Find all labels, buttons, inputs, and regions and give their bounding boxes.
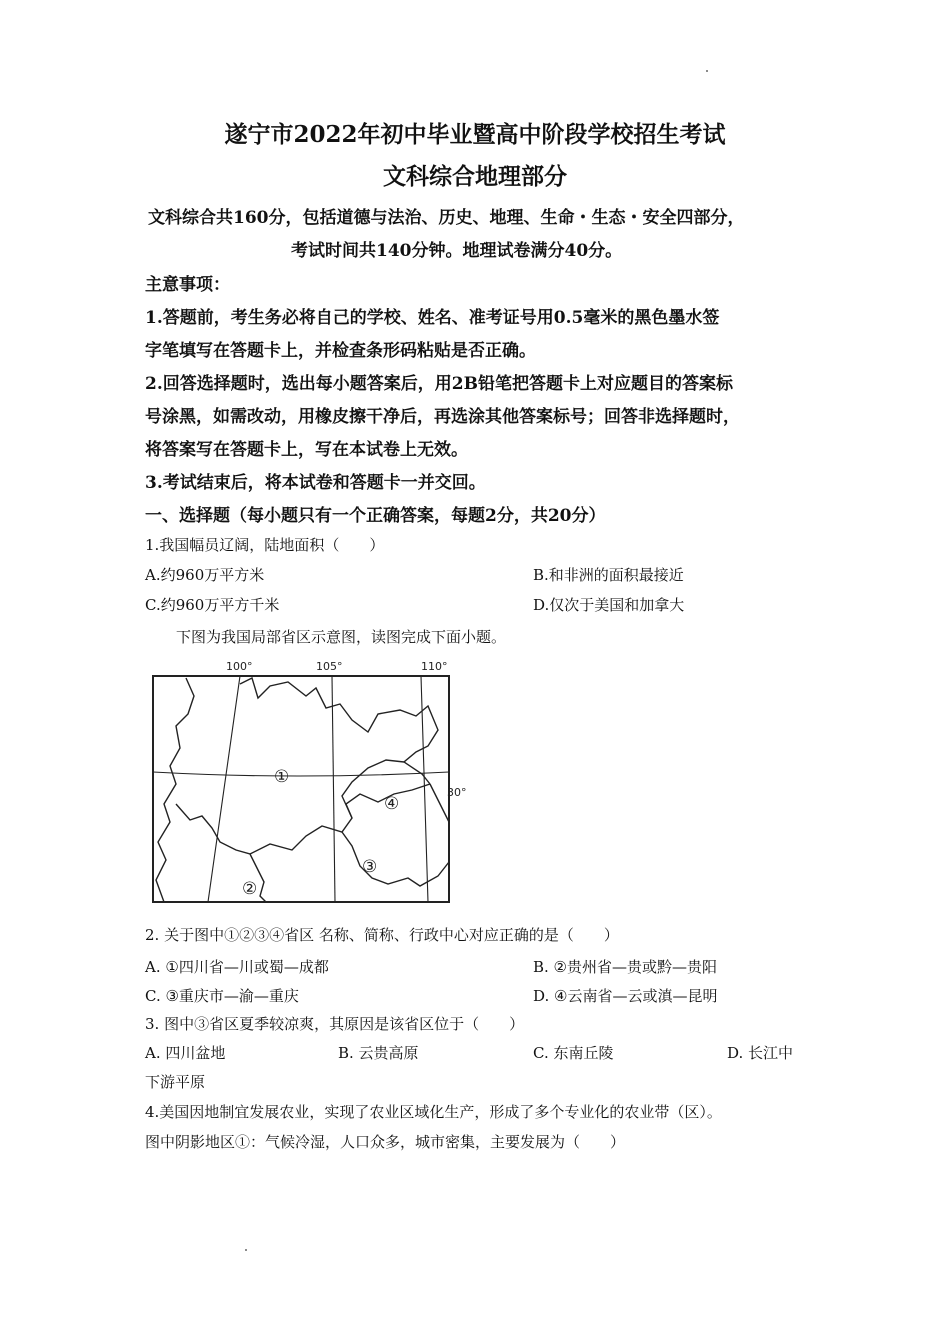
meridian-100 [208, 676, 240, 902]
region-3-label: ③ [362, 857, 378, 877]
exam-title: 遂宁市2022年初中毕业暨高中阶段学校招生考试 [224, 121, 726, 148]
q1-stem: 1.我国幅员辽阔，陆地面积（ ） [145, 536, 385, 554]
meridian-110 [421, 676, 428, 902]
lon-105-label: 105° [316, 660, 343, 673]
note-2-line-2: 号涂黑，如需改动，用橡皮擦干净后，再选涂其他答案标号；回答非选择题时， [145, 407, 740, 427]
q1-option-b: B.和非洲的面积最接近 [533, 566, 684, 584]
intro-line-2: 考试时间共140分钟。地理试卷满分40分。 [291, 241, 623, 261]
note-1-line-2: 字笔填写在答题卡上，并检查条形码粘贴是否正确。 [145, 341, 536, 361]
q1-option-d: D.仅次于美国和加拿大 [533, 596, 685, 614]
border-west [156, 678, 194, 902]
q3-option-d-continued: 下游平原 [145, 1073, 206, 1091]
note-3: 3.考试结束后，将本试卷和答题卡一并交回。 [145, 473, 486, 493]
region-4-label: ④ [384, 794, 400, 814]
q2-option-c: C. ③重庆市—渝—重庆 [145, 987, 299, 1005]
q4-stem-line-1: 4.美国因地制宜发展农业，实现了农业区域化生产，形成了多个专业化的农业带（区）。 [145, 1103, 722, 1121]
notes-heading: 主意事项： [145, 275, 230, 295]
parallel-30 [153, 772, 449, 776]
q3-option-a: A. 四川盆地 [145, 1044, 226, 1062]
q3-option-d: D. 长江中 [727, 1044, 794, 1062]
q2-option-d: D. ④云南省—云或滇—昆明 [533, 987, 718, 1005]
q1-option-a: A.约960万平方米 [145, 566, 265, 584]
map-frame [153, 676, 449, 902]
intro-line-1: 文科综合共160分，包括道德与法治、历史、地理、生命・生态・安全四部分， [148, 208, 745, 228]
q2-option-b: B. ②贵州省—贵或黔—贵阳 [533, 958, 718, 976]
map-intro: 下图为我国局部省区示意图，读图完成下面小题。 [176, 628, 507, 646]
province-map [146, 656, 476, 906]
q4-stem-line-2: 图中阴影地区①：气候冷湿，人口众多，城市密集，主要发展为（ ） [145, 1133, 626, 1151]
border-north [240, 678, 438, 784]
q2-stem: 2. 关于图中①②③④省区 名称、简称、行政中心对应正确的是（ ） [145, 926, 619, 944]
exam-subtitle: 文科综合地理部分 [383, 163, 567, 190]
note-1-line-1: 1.答题前，考生务必将自己的学校、姓名、准考证号用0.5毫米的黑色墨水签 [145, 308, 720, 328]
q1-option-c: C.约960万平方千米 [145, 596, 280, 614]
lat-30-label: 30° [447, 786, 467, 799]
q3-option-b: B. 云贵高原 [338, 1044, 419, 1062]
region-1-label: ① [274, 767, 290, 787]
lon-110-label: 110° [421, 660, 448, 673]
q3-option-c: C. 东南丘陵 [533, 1044, 614, 1062]
border-guizhou-south [342, 832, 449, 886]
q3-stem: 3. 图中③省区夏季较凉爽，其原因是该省区位于（ ） [145, 1015, 525, 1033]
note-2-line-1: 2.回答选择题时，选出每小题答案后，用2B铅笔把答题卡上对应题目的答案标 [145, 374, 733, 394]
speck [245, 1249, 247, 1251]
q2-option-a: A. ①四川省—川或蜀—成都 [145, 958, 329, 976]
note-2-line-3: 将答案写在答题卡上，写在本试卷上无效。 [145, 440, 468, 460]
meridian-105 [332, 676, 335, 902]
border-sichuan-guizhou [250, 784, 430, 854]
region-2-label: ② [242, 879, 258, 899]
speck [706, 70, 708, 72]
section-1-heading: 一、选择题（每小题只有一个正确答案，每题2分，共20分） [145, 506, 606, 526]
lon-100-label: 100° [226, 660, 253, 673]
